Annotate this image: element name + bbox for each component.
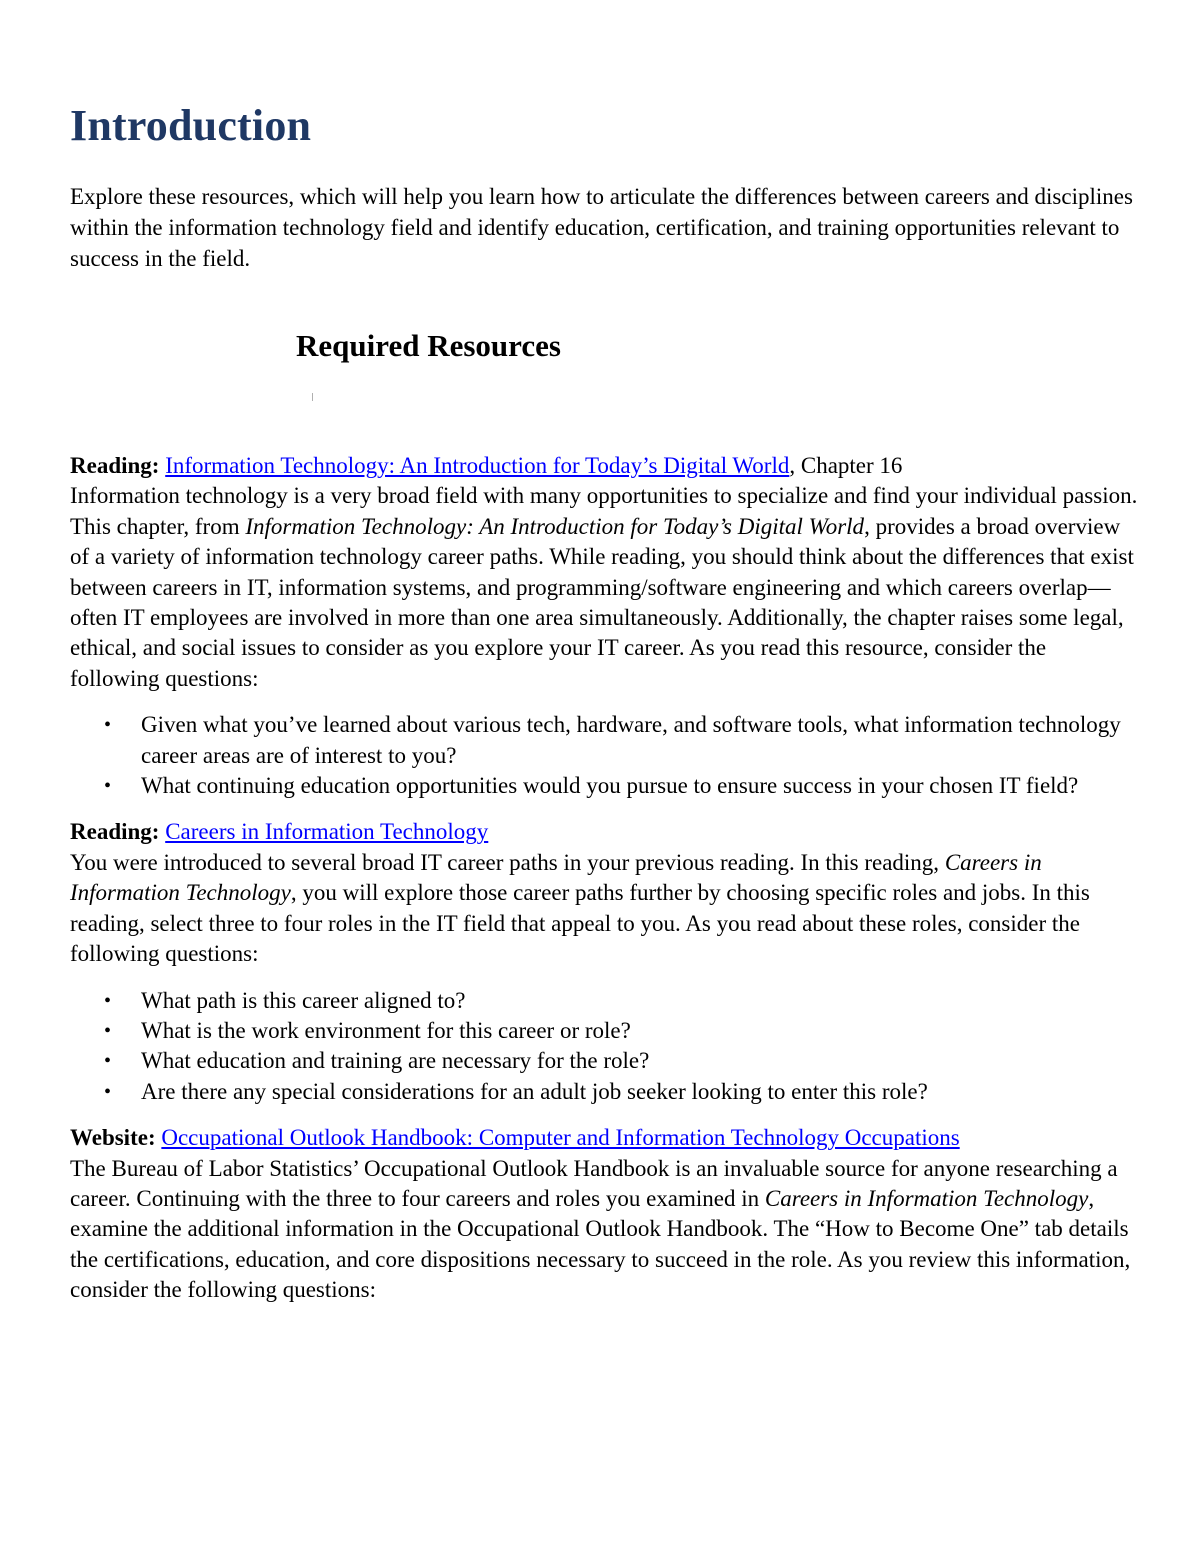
question-list	[70, 986, 1140, 1108]
bullet-icon: •	[104, 1019, 112, 1042]
resource-item	[70, 451, 1140, 801]
resource-link[interactable]: Careers in Information Technology	[165, 819, 489, 845]
bullet-icon: •	[104, 714, 112, 737]
description-text: , examine the additional information in the Occupational Outlook Handbook. The “How to Become One” tab details the certifications, education, and core dispositions necessary to succeed in the role. As you review this information, consider the following questions:	[70, 1185, 1131, 1303]
list-item	[70, 986, 1140, 1016]
resource-heading	[70, 451, 1140, 481]
resource-link[interactable]: Information Technology: An Introduction for Today’s Digital World	[165, 453, 790, 478]
question-text: What education and training are necessary for the role?	[141, 1048, 650, 1074]
list-item	[70, 1077, 1140, 1107]
bullet-icon: •	[104, 775, 112, 798]
question-text: Are there any special considerations for an adult job seeker looking to enter this role?	[141, 1078, 928, 1104]
description-text: , you will explore those career paths further by choosing specific roles and jobs. In this reading, select three to four roles in the IT field that appeal to you. As you read about these roles, consider the following questions:	[70, 880, 1090, 967]
description-title: Careers in Information Technology	[764, 1185, 1089, 1211]
resource-type-label: Reading:	[70, 819, 160, 845]
description-title: Careers in Information Technology	[70, 849, 1042, 906]
resource-chapter: , Chapter 16	[789, 453, 903, 478]
resource-link[interactable]: Occupational Outlook Handbook: Computer and Information Technology Occupations	[161, 1125, 960, 1151]
question-text: What continuing education opportunities would you pursue to ensure success in your chosen IT field?	[141, 773, 1079, 799]
resource-type-label: Reading:	[70, 453, 160, 478]
bullet-icon: •	[104, 1050, 112, 1073]
list-item	[70, 710, 1140, 771]
intro-paragraph: Explore these resources, which will help you learn how to articulate the differences between careers and disciplines within the information technology field and identify education, certification, and training opportunities relevant to success in the field.	[70, 184, 1133, 271]
bullet-icon: •	[104, 1080, 112, 1103]
question-text: What is the work environment for this career or role?	[141, 1017, 631, 1043]
resource-heading	[70, 1123, 1140, 1153]
resources-list	[70, 451, 1140, 1320]
description-text: Information technology is a very broad field with many opportunities to specialize and find your individual passion. This chapter, from	[70, 483, 1138, 539]
resource-description	[70, 1154, 1140, 1306]
divider-mark	[312, 393, 313, 401]
resource-description	[70, 848, 1140, 970]
question-text: What path is this career aligned to?	[141, 987, 466, 1013]
description-title: Information Technology: An Introduction for Today’s Digital World	[245, 513, 865, 539]
description-text: You were introduced to several broad IT career paths in your previous reading. In this reading,	[70, 849, 945, 875]
bullet-icon: •	[104, 989, 112, 1012]
question-text: Given what you’ve learned about various tech, hardware, and software tools, what information technology career areas are of interest to you?	[141, 712, 1121, 768]
page-title: Introduction	[70, 101, 312, 150]
description-text: The Bureau of Labor Statistics’ Occupational Outlook Handbook is an invaluable source for anyone researching a career. Continuing with the three to four careers and roles you examined in	[70, 1155, 1118, 1211]
resource-heading	[70, 817, 1140, 847]
resource-item	[70, 1123, 1140, 1305]
list-item	[70, 771, 1140, 801]
resource-description	[70, 481, 1140, 694]
question-list	[70, 710, 1140, 801]
resource-type-label: Website:	[70, 1125, 156, 1151]
list-item	[70, 1046, 1140, 1076]
description-text: , provides a broad overview of a variety of information technology career paths. While reading, you should think about the differences that exist between careers in IT, information systems, and programming/software engineering and which careers overlap—often IT employees are involved in more than one area simultaneously. Additionally, the chapter raises some legal, ethical, and social issues to consider as you explore your IT career. As you read this resource, consider the following questions:	[70, 513, 1134, 691]
resource-item	[70, 817, 1140, 1107]
list-item	[70, 1016, 1140, 1046]
required-resources-heading: Required Resources	[296, 328, 561, 363]
